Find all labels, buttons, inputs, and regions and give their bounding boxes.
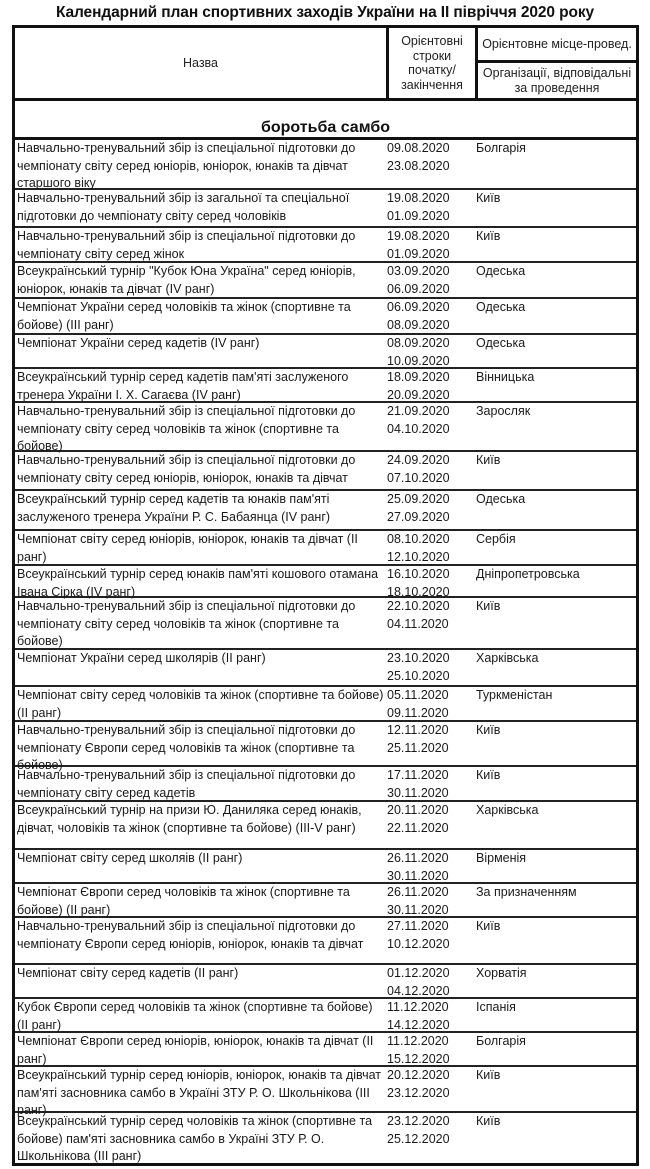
event-place: Київ	[476, 191, 501, 205]
event-name: Навчально-тренувальний збір із спеціальної підготовки до чемпіонату світу серед кадетів	[17, 768, 356, 800]
event-dates	[387, 722, 476, 765]
event-name: Навчально-тренувальний збір із спеціальної підготовки до чемпіонату світу серед чоловіків та жінок (спортивне та бойове)	[17, 404, 356, 453]
end-date: 18.10.2020	[387, 584, 450, 599]
event-name: Всеукраїнський турнір на призи Ю. Даниляка серед юнаків, дівчат, чоловіків та жінок (спортивне та бойове) (III-V ранг)	[17, 803, 362, 835]
event-place: Київ	[476, 919, 501, 933]
event-place: Київ	[476, 768, 501, 782]
end-date: 04.11.2020	[387, 616, 449, 631]
start-date: 19.08.2020	[387, 191, 450, 205]
start-date: 05.11.2020	[387, 688, 449, 702]
event-dates	[387, 1067, 476, 1111]
table-row	[15, 531, 636, 566]
event-place: Одеська	[476, 336, 526, 350]
event-dates	[387, 299, 476, 333]
start-date: 22.10.2020	[387, 599, 450, 613]
table-row	[15, 228, 636, 263]
event-dates	[387, 802, 476, 848]
event-dates	[387, 335, 476, 367]
event-dates	[387, 965, 476, 997]
event-place: За призначенням	[476, 885, 577, 899]
start-date: 27.11.2020	[387, 919, 449, 933]
table-row	[15, 884, 636, 918]
start-date: 19.08.2020	[387, 229, 450, 243]
event-dates	[387, 369, 476, 401]
table-row	[15, 335, 636, 369]
end-date: 25.10.2020	[387, 668, 450, 683]
table-row	[15, 299, 636, 335]
end-date: 30.11.2020	[387, 868, 449, 883]
end-date: 23.12.2020	[387, 1085, 450, 1100]
header-dates: Орієнтовні строки початку/ закінчення	[389, 28, 478, 98]
start-date: 11.12.2020	[387, 1000, 449, 1014]
table-row	[15, 965, 636, 999]
start-date: 09.08.2020	[387, 141, 450, 155]
event-place: Заросляк	[476, 404, 531, 418]
start-date: 08.10.2020	[387, 532, 450, 546]
start-date: 23.10.2020	[387, 651, 450, 665]
event-dates	[387, 263, 476, 297]
start-date: 20.12.2020	[387, 1068, 450, 1082]
event-name: Чемпіонат України серед школярів (II ранг)	[17, 651, 266, 665]
event-place: Харківська	[476, 651, 539, 665]
start-date: 11.12.2020	[387, 1034, 449, 1048]
end-date: 06.09.2020	[387, 281, 450, 296]
event-place: Вірменія	[476, 851, 527, 865]
event-place: Одеська	[476, 492, 526, 506]
end-date: 15.12.2020	[387, 1051, 450, 1066]
event-place: Харківська	[476, 803, 539, 817]
end-date: 27.09.2020	[387, 509, 450, 524]
end-date: 10.09.2020	[387, 353, 450, 368]
event-name: Навчально-тренувальний збір із спеціальної підготовки до чемпіонату Європи серед юніорів, юніорок, юнаків та дівчат	[17, 919, 364, 951]
table-row	[15, 140, 636, 190]
event-name: Всеукраїнський турнір серед юніорів, юніорок, юнаків та дівчат пам'яті засновника самбо в Україні ЗТУ Р. О. Школьнікова (III ранг)	[17, 1068, 382, 1117]
table-row	[15, 767, 636, 802]
event-name: Навчально-тренувальний збір із спеціальної підготовки до чемпіонату Європи серед чоловіків та жінок (спортивне та бойове)	[17, 723, 356, 772]
start-date: 08.09.2020	[387, 336, 450, 350]
event-name: Всеукраїнський турнір серед кадетів пам'яті заслуженого тренера України І. Х. Сагаєва (IV ранг)	[17, 370, 349, 402]
event-name: Чемпіонат світу серед школяів (II ранг)	[17, 851, 243, 865]
event-place: Київ	[476, 1068, 501, 1082]
event-name: Всеукраїнський турнір серед кадетів та юнаків пам'яті заслуженого тренера України Р. С. Бабаянца (IV ранг)	[17, 492, 331, 524]
event-name: Навчально-тренувальний збір із спеціальної підготовки до чемпіонату світу серед чоловіків та жінок (спортивне та бойове)	[17, 599, 356, 648]
event-place: Київ	[476, 599, 501, 613]
start-date: 23.12.2020	[387, 1114, 450, 1128]
event-name: Навчально-тренувальний збір із спеціальної підготовки до чемпіонату світу серед юніорів, юніорок, юнаків та дівчат	[17, 453, 356, 485]
table-row	[15, 263, 636, 299]
start-date: 21.09.2020	[387, 404, 450, 418]
event-name: Чемпіонат України серед чоловіків та жінок (спортивне та бойове) (III ранг)	[17, 300, 351, 332]
start-date: 18.09.2020	[387, 370, 450, 384]
end-date: 04.12.2020	[387, 983, 450, 998]
event-place: Іспанія	[476, 1000, 516, 1014]
table-row	[15, 491, 636, 531]
end-date: 01.09.2020	[387, 208, 450, 223]
end-date: 08.09.2020	[387, 317, 450, 332]
end-date: 12.10.2020	[387, 549, 450, 564]
table-row	[15, 403, 636, 452]
event-dates	[387, 767, 476, 800]
end-date: 09.11.2020	[387, 705, 449, 720]
table-row	[15, 722, 636, 772]
start-date: 26.11.2020	[387, 851, 449, 865]
table-row	[15, 1067, 636, 1117]
start-date: 20.11.2020	[387, 803, 449, 817]
table-row	[15, 1033, 636, 1067]
header-organizers: Організації, відповідальні за проведення	[482, 66, 632, 95]
event-name: Навчально-тренувальний збір із загальної та спеціальної підготовки до чемпіонату світу серед чоловіків	[17, 191, 350, 223]
event-name: Чемпіонат світу серед юніорів, юніорок, юнаків та дівчат (II ранг)	[17, 532, 358, 564]
table-row	[15, 687, 636, 722]
end-date: 30.11.2020	[387, 902, 449, 917]
start-date: 24.09.2020	[387, 453, 450, 467]
end-date: 14.12.2020	[387, 1017, 450, 1032]
event-name: Чемпіонат світу серед чоловіків та жінок (спортивне та бойове) (II ранг)	[17, 688, 384, 720]
event-name: Всеукраїнський турнір серед чоловіків та жінок (спортивне та бойове) пам'яті засновника самбо в Україні ЗТУ Р. О. Школьнікова (III ранг)	[17, 1114, 373, 1163]
event-name: Навчально-тренувальний збір із спеціальної підготовки до чемпіонату світу серед жінок	[17, 229, 356, 261]
end-date: 23.08.2020	[387, 158, 450, 173]
table-header	[15, 28, 636, 101]
table-row	[15, 918, 636, 965]
table-row	[15, 566, 636, 598]
table-row	[15, 452, 636, 491]
event-dates	[387, 999, 476, 1031]
event-dates	[387, 650, 476, 685]
start-date: 06.09.2020	[387, 300, 450, 314]
start-date: 12.11.2020	[387, 723, 449, 737]
table-row	[15, 190, 636, 228]
event-dates	[387, 884, 476, 916]
event-dates	[387, 491, 476, 529]
table-row	[15, 650, 636, 687]
start-date: 26.11.2020	[387, 885, 449, 899]
end-date: 07.10.2020	[387, 470, 450, 485]
start-date: 25.09.2020	[387, 492, 450, 506]
event-place: Хорватія	[476, 966, 527, 980]
event-place: Вінницька	[476, 370, 535, 384]
event-place: Одеська	[476, 264, 526, 278]
event-dates	[387, 566, 476, 599]
event-name: Всеукраїнський турнір "Кубок Юна Україна" серед юніорів, юніорок, юнаків та дівчат (IV ранг)	[17, 264, 356, 296]
end-date: 22.11.2020	[387, 820, 449, 835]
table-row	[15, 999, 636, 1033]
event-dates	[387, 452, 476, 489]
event-name: Всеукраїнський турнір серед юнаків пам'яті кошового отамана Івана Сірка (IV ранг)	[17, 567, 379, 599]
event-place: Київ	[476, 723, 501, 737]
event-place: Дніпропетровська	[476, 567, 580, 581]
event-place: Одеська	[476, 300, 526, 314]
event-dates	[387, 1113, 476, 1163]
page-title: Календарний план спортивних заходів України на ІІ півріччя 2020 року	[55, 4, 595, 21]
table-body	[15, 140, 636, 1163]
event-dates	[387, 918, 476, 963]
section-title: боротьба самбо	[15, 101, 636, 140]
table-row	[15, 802, 636, 850]
start-date: 03.09.2020	[387, 264, 450, 278]
end-date: 04.10.2020	[387, 421, 450, 436]
end-date: 01.09.2020	[387, 246, 450, 261]
event-dates	[387, 687, 476, 720]
event-dates	[387, 531, 476, 564]
start-date: 01.12.2020	[387, 966, 450, 980]
event-name: Навчально-тренувальний збір із спеціальної підготовки до чемпіонату світу серед юніорів, юніорок, юнаків та дівчат старшого віку	[17, 141, 356, 190]
table-row	[15, 369, 636, 403]
event-place: Київ	[476, 453, 501, 467]
event-dates	[387, 140, 476, 188]
event-place: Київ	[476, 1114, 501, 1128]
event-place: Туркменістан	[476, 688, 553, 702]
event-place: Болгарія	[476, 1034, 526, 1048]
table-row	[15, 850, 636, 884]
header-place: Орієнтовне місце-провед.	[478, 28, 636, 63]
table-row	[15, 1113, 636, 1163]
event-dates	[387, 1033, 476, 1065]
start-date: 16.10.2020	[387, 567, 450, 581]
event-name: Чемпіонат Європи серед чоловіків та жінок (спортивне та бойове) (II ранг)	[17, 885, 350, 917]
event-place: Київ	[476, 229, 501, 243]
end-date: 25.12.2020	[387, 1131, 450, 1146]
events-table	[12, 25, 639, 1166]
end-date: 30.11.2020	[387, 785, 449, 800]
end-date: 10.12.2020	[387, 936, 450, 951]
event-place: Сербія	[476, 532, 516, 546]
event-name: Кубок Європи серед чоловіків та жінок (спортивне та бойове) (II ранг)	[17, 1000, 373, 1032]
event-place: Болгарія	[476, 141, 526, 155]
header-place-group	[478, 28, 636, 98]
event-name: Чемпіонат світу серед кадетів (II ранг)	[17, 966, 239, 980]
event-dates	[387, 850, 476, 882]
event-dates	[387, 403, 476, 450]
event-dates	[387, 598, 476, 648]
end-date: 20.09.2020	[387, 387, 450, 402]
event-dates	[387, 228, 476, 261]
event-name: Чемпіонат Європи серед юніорів, юніорок, юнаків та дівчат (II ранг)	[17, 1034, 374, 1066]
start-date: 17.11.2020	[387, 768, 449, 782]
event-name: Чемпіонат України серед кадетів (IV ранг)	[17, 336, 260, 350]
end-date: 25.11.2020	[387, 740, 449, 755]
event-dates	[387, 190, 476, 226]
table-row	[15, 598, 636, 650]
header-name: Назва	[15, 28, 389, 98]
